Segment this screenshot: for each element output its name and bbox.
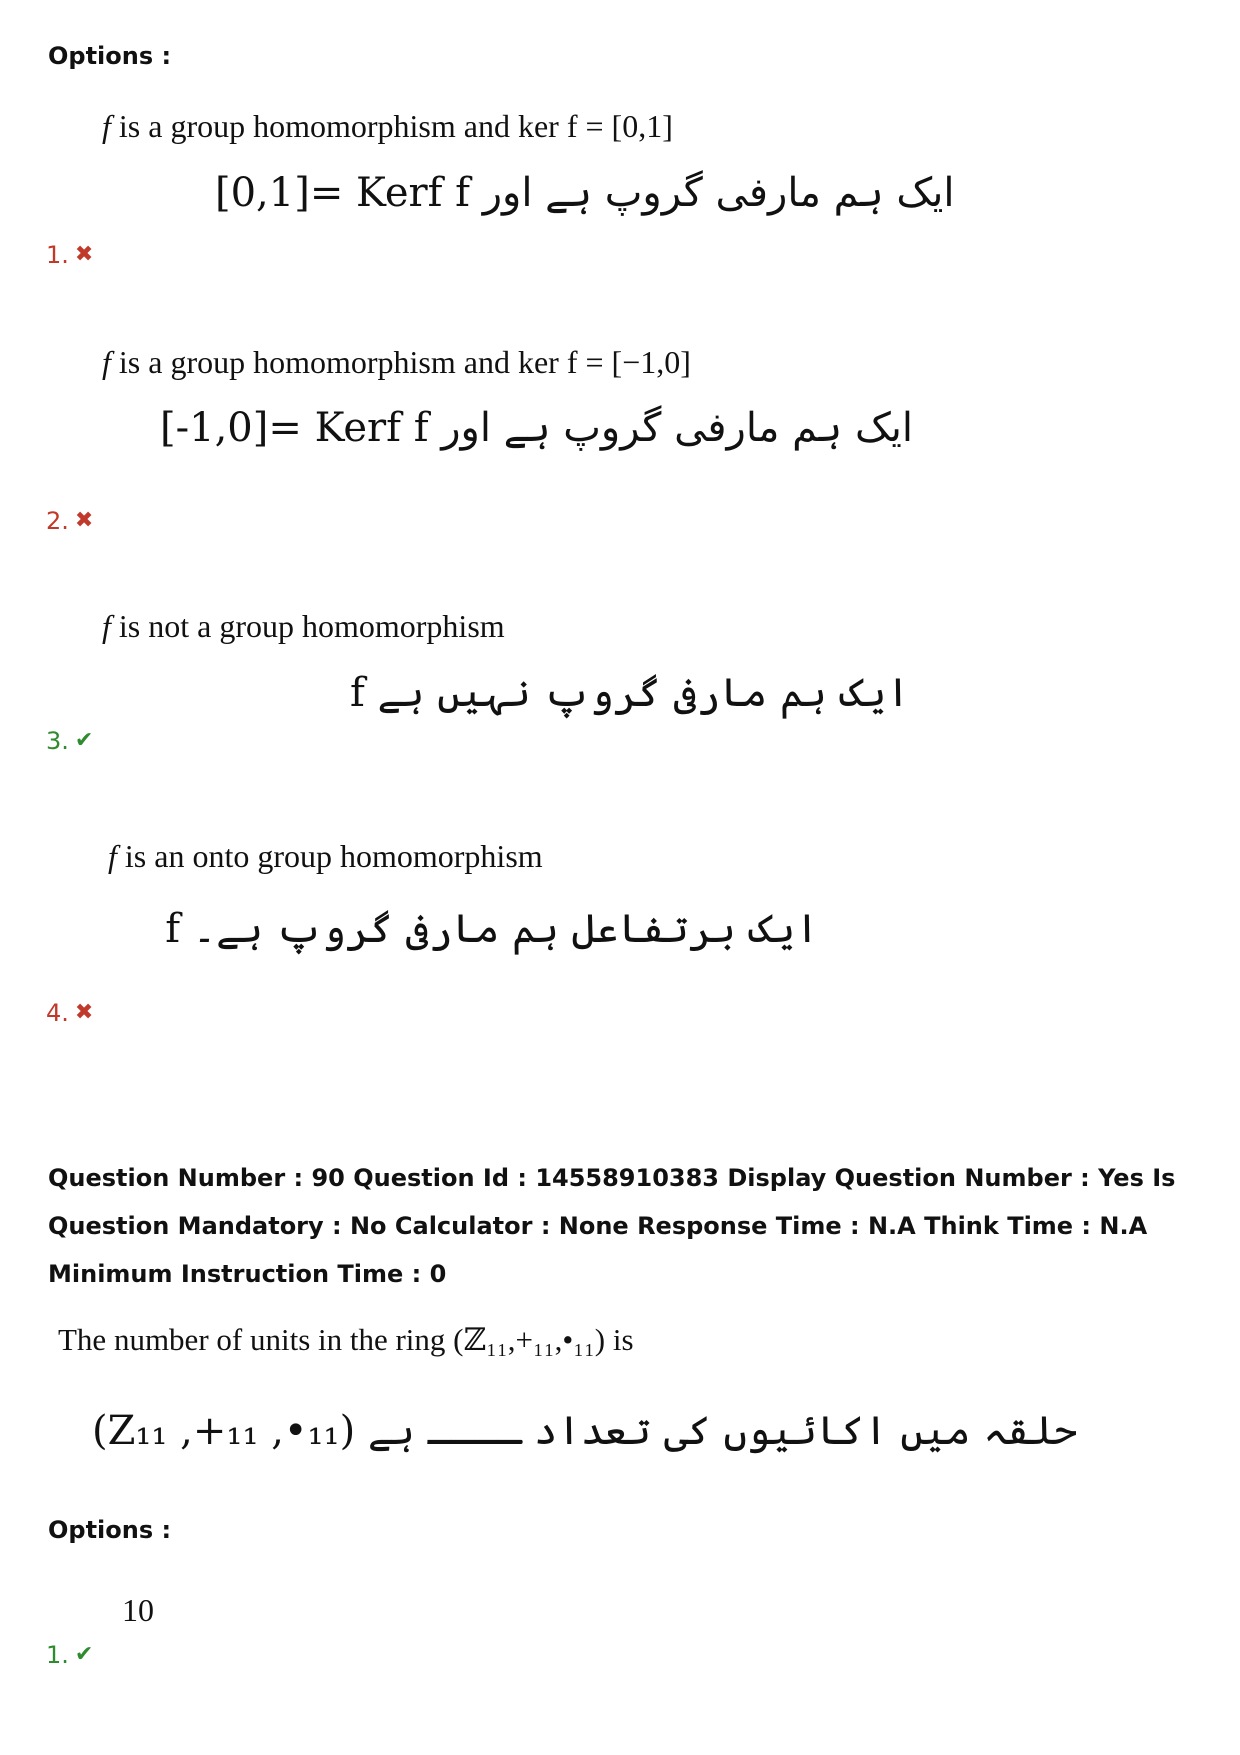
option-1-urdu: [0,1]= Kerf f ایک ہم مارفی گروپ ہے اور <box>215 170 955 216</box>
option-2-number <box>46 506 93 536</box>
option-3-english-text: is not a group homomorphism <box>110 608 505 644</box>
cross-icon: ✖ <box>74 1000 94 1025</box>
option-4-urdu: f ایک برتفاعل ہم مارفی گروپ ہے۔ <box>165 906 819 952</box>
option-2-urdu: [-1,0]= Kerf f ایک ہم مارفی گروپ ہے اور <box>160 405 913 451</box>
cross-icon: ✖ <box>74 242 94 267</box>
question-90-english: The number of units in the ring (ℤ₁₁,+₁₁,•₁₁) is <box>58 1322 634 1357</box>
option-3-number <box>46 726 93 756</box>
f-symbol: f <box>102 108 111 144</box>
option-2-index: 2. <box>46 507 69 535</box>
option-1-index: 1. <box>46 241 69 269</box>
f-symbol: f <box>108 838 117 874</box>
option-3-english <box>102 608 505 645</box>
option-2-english-text: is a group homomorphism and ker f = [−1,0] <box>110 344 691 380</box>
q90-option-1-number <box>46 1640 93 1670</box>
option-1-english-text: is a group homomorphism and ker f = [0,1] <box>110 108 673 144</box>
option-4-number <box>46 998 93 1028</box>
options-heading: Options : <box>48 42 172 70</box>
option-4-english <box>108 838 543 875</box>
options-heading-q90: Options : <box>48 1516 172 1544</box>
f-symbol: f <box>102 608 111 644</box>
check-icon: ✔ <box>74 1642 94 1667</box>
option-1-number <box>46 240 93 270</box>
option-2-english <box>102 344 691 381</box>
option-4-index: 4. <box>46 999 69 1027</box>
cross-icon: ✖ <box>74 508 94 533</box>
option-3-urdu: f ایک ہم مارفی گروپ نہیں ہے <box>350 670 910 716</box>
option-1-english <box>102 108 673 145</box>
question-90-urdu: (Z₁₁ ,+₁₁ ,•₁₁) حلقہ میں اکائیوں کی تعداد ــــ ہے <box>92 1408 1078 1454</box>
option-3-index: 3. <box>46 727 69 755</box>
check-icon: ✔ <box>74 728 94 753</box>
option-4-english-text: is an onto group homomorphism <box>116 838 543 874</box>
q90-option-1-index: 1. <box>46 1641 69 1669</box>
question-90-metadata: Question Number : 90 Question Id : 14558910383 Display Question Number : Yes Is Question Mandatory : No Calculator : None Response Time : N.A Think Time : N.A Minimum Instruction Time : 0 <box>48 1164 1176 1288</box>
f-symbol: f <box>102 344 111 380</box>
q90-option-1-text: 10 <box>122 1592 154 1628</box>
